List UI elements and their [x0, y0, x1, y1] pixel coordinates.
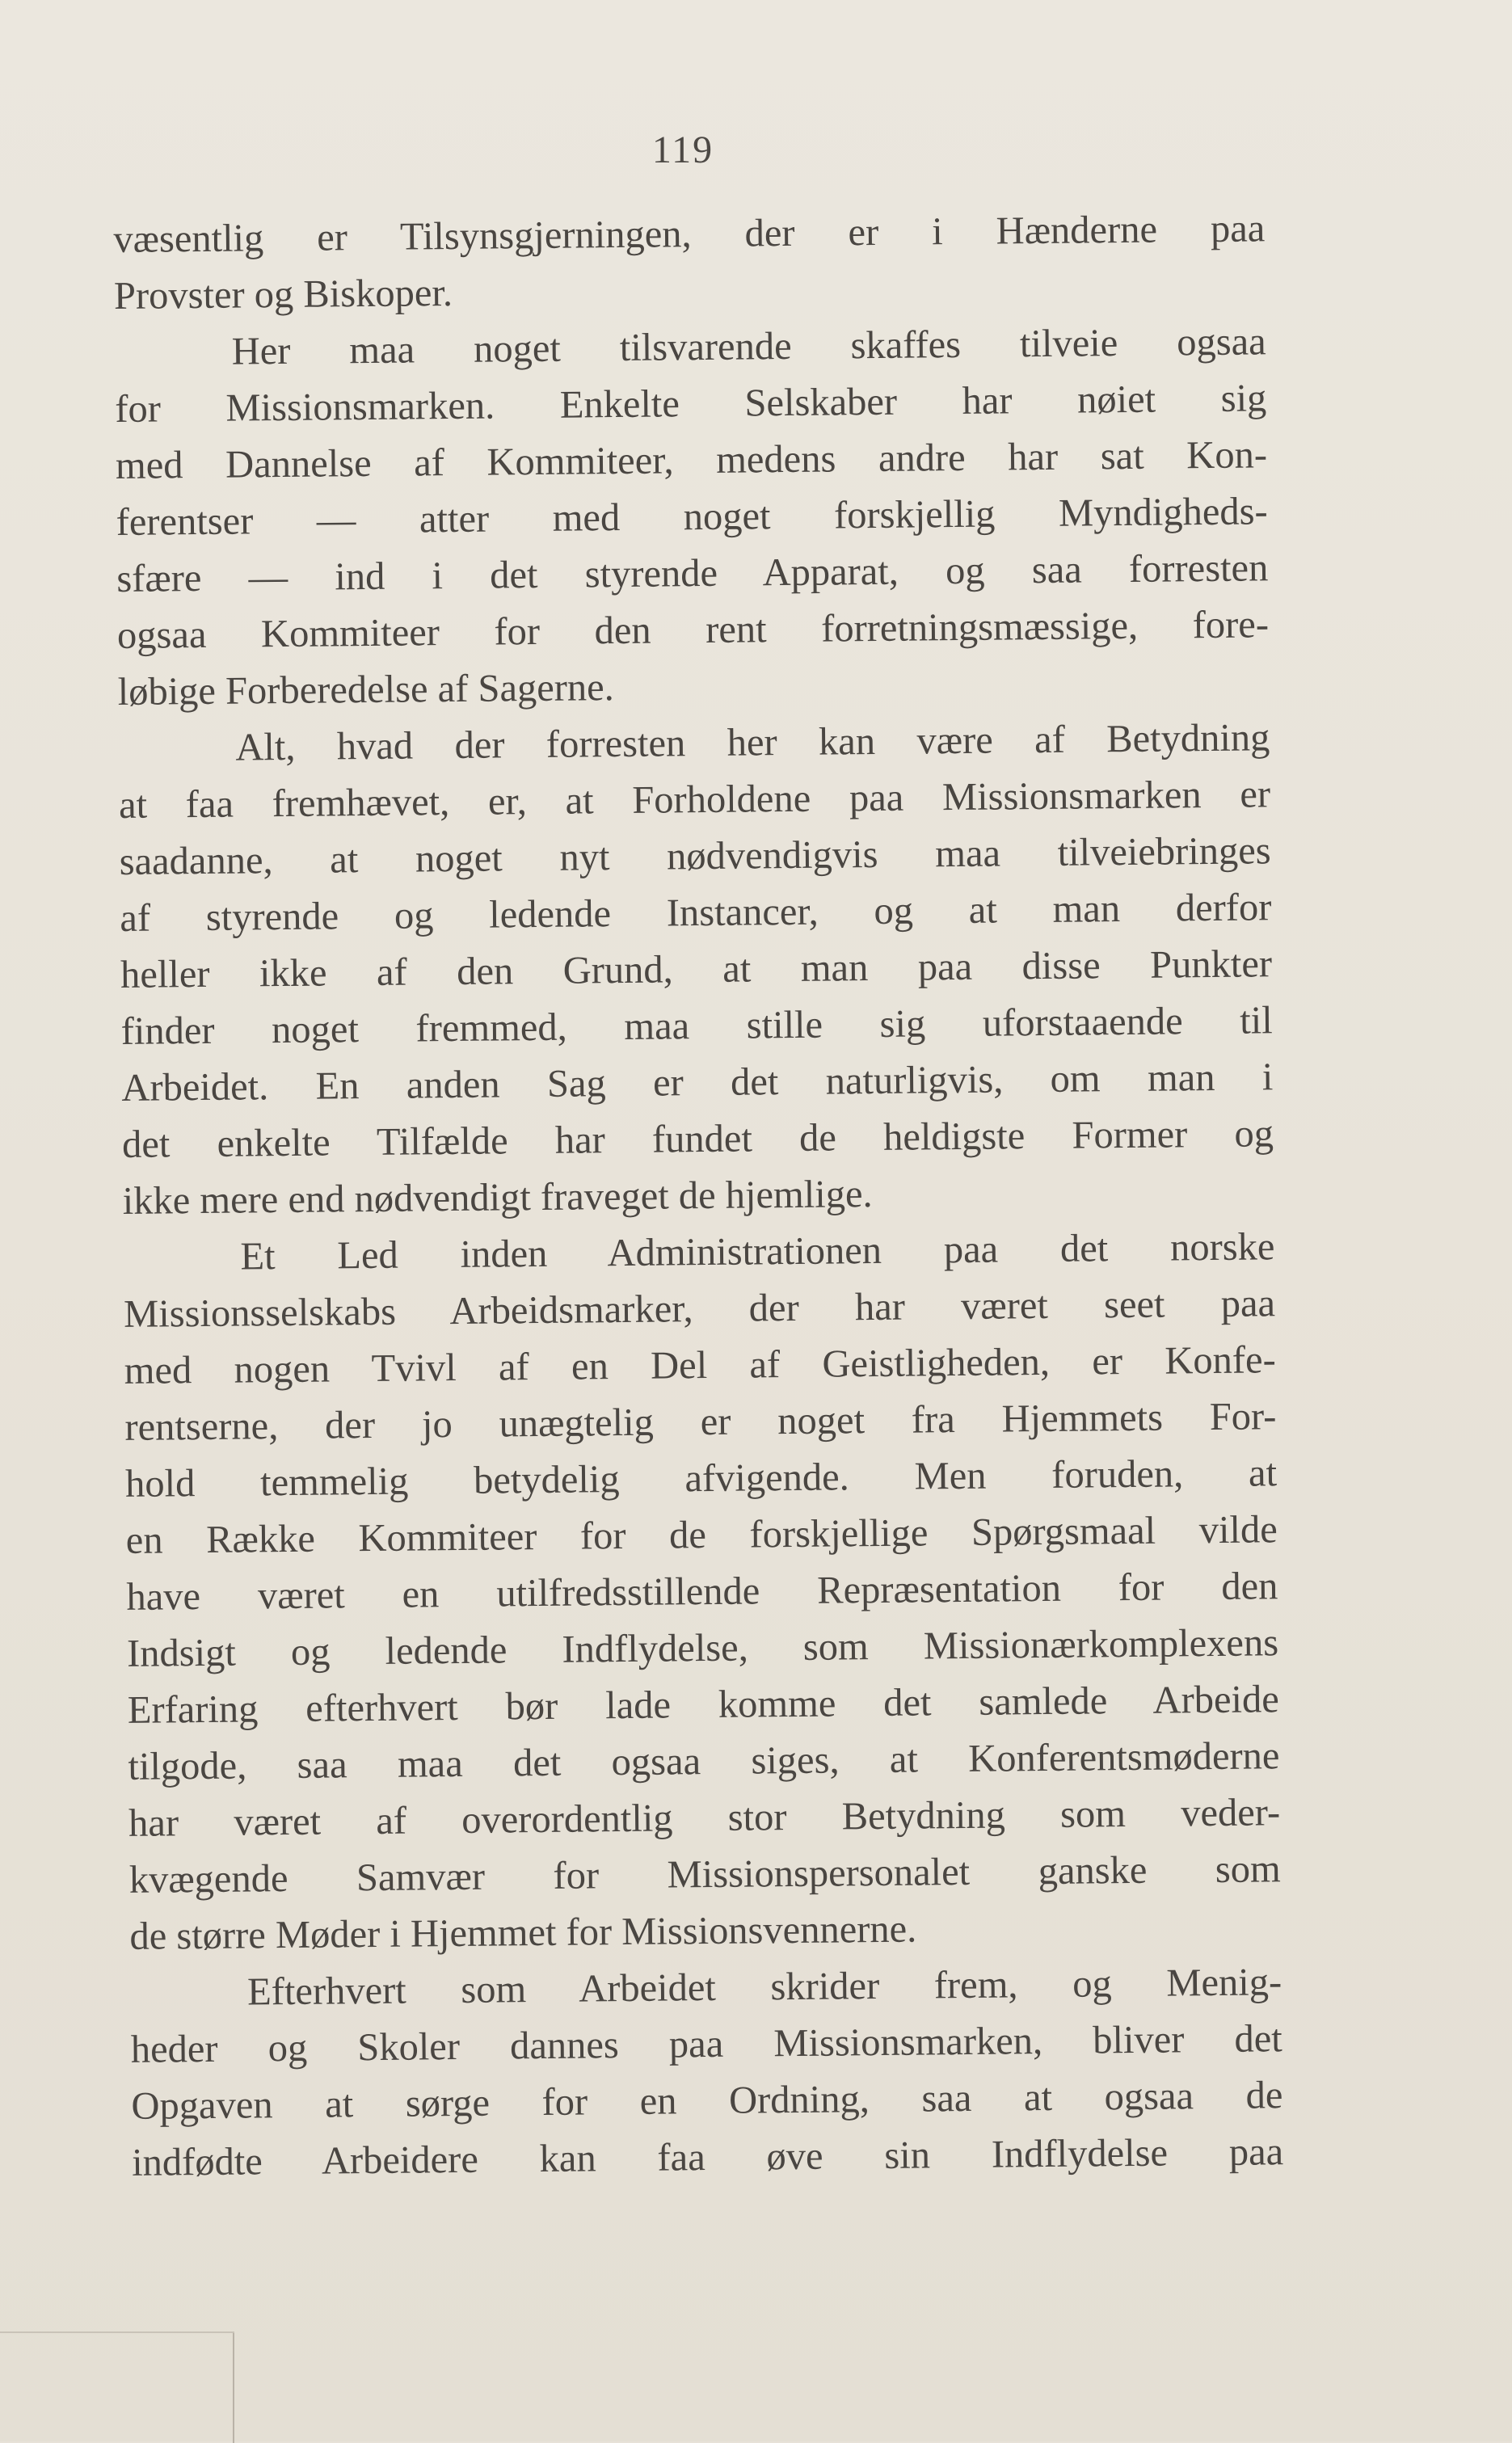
text-line: med Dannelse af Kommiteer, medens andre har sat Kon- — [115, 433, 1268, 487]
text-line: Et Led inden Administrationen paa det norske — [240, 1225, 1275, 1278]
text-line: Alt, hvad der forresten her kan være af Betydning — [235, 716, 1270, 769]
text-line: med nogen Tvivl af en Del af Geistligheden, er Konfe- — [124, 1338, 1276, 1392]
text-line: Missionsselskabs Arbeidsmarker, der har været seet paa — [123, 1282, 1276, 1336]
scan-edge-mark — [0, 2331, 234, 2443]
text-line: ogsaa Kommiteer for den rent forretningsmæssige, fore- — [116, 603, 1270, 657]
text-line: hold temmelig betydelig afvigende. Men foruden, at — [124, 1451, 1278, 1506]
text-line: finder noget fremmed, maa stille sig uforstaaende til — [120, 999, 1273, 1053]
text-line: sfære — ind i det styrende Apparat, og saa forresten — [116, 546, 1269, 600]
text-line: har været af overordentlig stor Betydning som veder- — [128, 1791, 1281, 1845]
text-line: Opgaven at sørge for en Ordning, saa at ogsaa de — [131, 2074, 1283, 2128]
text-line: kvægende Samvær for Missionspersonalet ganske som — [128, 1847, 1282, 1902]
page-number: 119 — [651, 128, 714, 171]
text-line: heller ikke af den Grund, at man paa disse Punkter — [120, 942, 1273, 996]
text-line: heder og Skoler dannes paa Missionsmarken, bliver det — [130, 2017, 1283, 2071]
body-text — [113, 200, 1283, 2192]
text-line: Her maa noget tilsvarende skaffes tilveie ogsaa — [231, 320, 1266, 373]
text-line: ferentser — atter med noget forskjellig Myndigheds- — [116, 490, 1268, 544]
text-line: tilgode, saa maa det ogsaa siges, at Konferentsmøderne — [128, 1734, 1280, 1788]
text-line: for Missionsmarken. Enkelte Selskaber har nøiet sig — [115, 377, 1267, 431]
text-line: Provster og Biskoper. — [113, 271, 453, 318]
text-line: Indsigt og ledende Indflydelse, som Missionærkomplexens — [126, 1621, 1279, 1675]
text-line: væsentlig er Tilsynsgjerningen, der er i Hænderne paa — [113, 207, 1266, 261]
text-line: saadanne, at noget nyt nødvendigvis maa tilveiebringes — [119, 829, 1271, 883]
text-line: Erfaring efterhvert bør lade komme det samlede Arbeide — [127, 1678, 1279, 1732]
text-line: indfødte Arbeidere kan faa øve sin Indflydelse paa — [131, 2130, 1284, 2184]
text-line: ikke mere end nødvendigt fraveget de hjemlige. — [122, 1173, 873, 1223]
text-line: rentserne, der jo unægtelig er noget fra Hjemmets For- — [124, 1395, 1277, 1449]
text-line: af styrende og ledende Instancer, og at man derfor — [120, 886, 1272, 940]
text-line: at faa fremhævet, er, at Forholdene paa Missionsmarken er — [118, 773, 1271, 827]
text-line: de større Møder i Hjemmet for Missionsvennerne. — [129, 1907, 917, 1958]
text-line: Arbeidet. En anden Sag er det naturligvis, om man i — [121, 1055, 1274, 1110]
text-line: det enkelte Tilfælde har fundet de heldigste Former og — [121, 1112, 1274, 1166]
text-line: en Række Kommiteer for de forskjellige Spørgsmaal vilde — [125, 1508, 1278, 1562]
text-line: Efterhvert som Arbeidet skrider frem, og Menig- — [246, 1961, 1282, 2014]
text-line: løbige Forberedelse af Sagerne. — [117, 666, 615, 714]
text-line: have været en utilfredsstillende Repræsentation for den — [126, 1565, 1278, 1619]
